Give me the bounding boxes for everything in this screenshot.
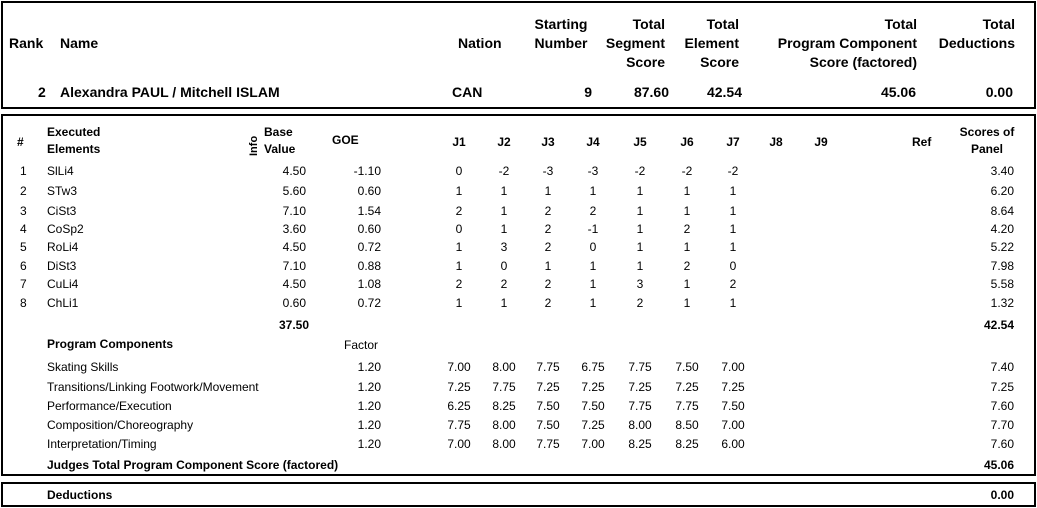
element-score-header: Total Element Score <box>684 16 739 70</box>
component-panel-score: 7.60 <box>990 437 1014 451</box>
component-judge-5-score: 7.75 <box>628 360 652 374</box>
element-judge-6-score: 1 <box>683 184 691 198</box>
element-judge-4-score: 1 <box>589 259 597 273</box>
element-panel-score: 3.40 <box>990 164 1014 178</box>
component-score-header: Total Program Component Score (factored) <box>777 16 917 70</box>
judge-header-j4: J4 <box>586 135 600 149</box>
component-judge-3-score: 7.25 <box>536 380 560 394</box>
starting-number-header: Starting Number <box>534 16 588 51</box>
component-judge-1-score: 7.25 <box>447 380 471 394</box>
component-judge-7-score: 7.25 <box>721 380 745 394</box>
component-panel-score: 7.40 <box>990 360 1014 374</box>
element-goe: 0.72 <box>357 240 381 254</box>
component-judge-3-score: 7.75 <box>536 437 560 451</box>
element-name: ChLi1 <box>47 296 79 310</box>
element-judge-6-score: 1 <box>683 277 691 291</box>
component-judge-1-score: 6.25 <box>447 399 471 413</box>
element-judge-1-score: 2 <box>455 204 463 218</box>
element-judge-5-score: 1 <box>636 240 644 254</box>
judge-header-j2: J2 <box>497 135 511 149</box>
element-judge-7-score: 1 <box>729 184 737 198</box>
element-judge-4-score: 1 <box>589 296 597 310</box>
element-score-total: 42.54 <box>983 318 1014 332</box>
ref-header: Ref <box>912 135 932 149</box>
deductions-value: 0.00 <box>990 488 1014 502</box>
pcs-total-score: 45.06 <box>983 458 1014 472</box>
goe-header: GOE <box>332 133 359 147</box>
element-judge-2-score: 3 <box>500 240 508 254</box>
judge-header-j8: J8 <box>769 135 783 149</box>
element-name: CoSp2 <box>47 222 84 236</box>
component-name: Composition/Choreography <box>47 418 194 432</box>
deductions-box <box>1 482 1036 507</box>
rank-header: Rank <box>9 35 44 51</box>
element-judge-3-score: 2 <box>544 204 552 218</box>
component-name: Skating Skills <box>47 360 119 374</box>
component-judge-4-score: 7.25 <box>581 418 605 432</box>
skater-deductions: 0.00 <box>985 84 1013 100</box>
element-judge-3-score: 1 <box>544 259 552 273</box>
element-judge-1-score: 0 <box>455 164 463 178</box>
element-judge-7-score: 1 <box>729 222 737 236</box>
component-judge-5-score: 8.25 <box>628 437 652 451</box>
component-judge-4-score: 6.75 <box>581 360 605 374</box>
component-factor: 1.20 <box>357 399 381 413</box>
element-goe: 0.60 <box>357 184 381 198</box>
component-factor: 1.20 <box>357 418 381 432</box>
element-number: 8 <box>20 296 27 310</box>
element-judge-3-score: 2 <box>544 277 552 291</box>
element-judge-3-score: 2 <box>544 222 552 236</box>
component-judge-4-score: 7.25 <box>581 380 605 394</box>
element-name: CuLi4 <box>47 277 79 291</box>
element-number: 5 <box>20 240 27 254</box>
element-goe: 0.88 <box>357 259 381 273</box>
component-judge-3-score: 7.75 <box>536 360 560 374</box>
component-judge-5-score: 8.00 <box>628 418 652 432</box>
component-panel-score: 7.25 <box>990 380 1014 394</box>
element-judge-3-score: 1 <box>544 184 552 198</box>
component-judge-6-score: 7.50 <box>675 360 699 374</box>
component-judge-7-score: 6.00 <box>721 437 745 451</box>
element-name: STw3 <box>47 184 78 198</box>
element-goe: 0.60 <box>357 222 381 236</box>
info-header: Info <box>248 135 260 156</box>
element-judge-1-score: 2 <box>455 277 463 291</box>
component-judge-2-score: 8.00 <box>492 437 516 451</box>
element-number-header: # <box>17 135 24 149</box>
component-judge-6-score: 7.25 <box>675 380 699 394</box>
element-base-value: 4.50 <box>282 277 306 291</box>
base-value-header: Base Value <box>264 125 296 156</box>
component-judge-7-score: 7.00 <box>721 418 745 432</box>
component-judge-3-score: 7.50 <box>536 418 560 432</box>
element-judge-1-score: 1 <box>455 184 463 198</box>
element-judge-5-score: 1 <box>636 184 644 198</box>
judge-header-j6: J6 <box>680 135 694 149</box>
component-judge-1-score: 7.00 <box>447 437 471 451</box>
element-panel-score: 5.22 <box>990 240 1014 254</box>
element-judge-1-score: 1 <box>455 240 463 254</box>
component-judge-5-score: 7.75 <box>628 399 652 413</box>
element-judge-1-score: 1 <box>455 259 463 273</box>
component-judge-6-score: 7.75 <box>675 399 699 413</box>
element-panel-score: 8.64 <box>990 204 1014 218</box>
element-base-value: 3.60 <box>282 222 306 236</box>
element-judge-3-score: -3 <box>542 164 554 178</box>
element-judge-6-score: 2 <box>683 259 691 273</box>
component-judge-1-score: 7.75 <box>447 418 471 432</box>
component-name: Transitions/Linking Footwork/Movement <box>47 380 259 394</box>
component-judge-7-score: 7.00 <box>721 360 745 374</box>
element-goe: -1.10 <box>353 164 381 178</box>
element-base-value: 0.60 <box>282 296 306 310</box>
name-header: Name <box>60 35 99 51</box>
component-panel-score: 7.60 <box>990 399 1014 413</box>
component-judge-1-score: 7.00 <box>447 360 471 374</box>
component-judge-4-score: 7.00 <box>581 437 605 451</box>
element-panel-score: 7.98 <box>990 259 1014 273</box>
element-judge-2-score: 1 <box>500 222 508 236</box>
element-number: 2 <box>20 184 27 198</box>
element-judge-4-score: 0 <box>589 240 597 254</box>
element-judge-5-score: 2 <box>636 296 644 310</box>
element-number: 6 <box>20 259 27 273</box>
element-base-value: 7.10 <box>282 204 306 218</box>
element-goe: 1.08 <box>357 277 381 291</box>
element-judge-3-score: 2 <box>544 296 552 310</box>
skater-element-score: 42.54 <box>706 84 742 100</box>
element-judge-2-score: -2 <box>498 164 510 178</box>
element-judge-4-score: 1 <box>589 184 597 198</box>
element-judge-7-score: -2 <box>727 164 739 178</box>
program-components-header: Program Components <box>47 337 174 351</box>
panel-score-header: Scores of Panel <box>959 125 1015 156</box>
element-judge-7-score: 1 <box>729 296 737 310</box>
factor-header: Factor <box>344 338 379 352</box>
element-judge-1-score: 1 <box>455 296 463 310</box>
element-name: RoLi4 <box>47 240 79 254</box>
element-judge-4-score: -3 <box>587 164 599 178</box>
element-judge-7-score: 1 <box>729 240 737 254</box>
pcs-total-label: Judges Total Program Component Score (factored) <box>47 458 339 472</box>
judge-header-j7: J7 <box>726 135 740 149</box>
component-judge-6-score: 8.25 <box>675 437 699 451</box>
judge-header-j5: J5 <box>633 135 647 149</box>
element-number: 3 <box>20 204 27 218</box>
element-number: 1 <box>20 164 27 178</box>
element-name: CiSt3 <box>47 204 77 218</box>
component-judge-2-score: 8.00 <box>492 418 516 432</box>
skater-nation: CAN <box>452 84 483 100</box>
element-judge-5-score: -2 <box>634 164 646 178</box>
skater-name: Alexandra PAUL / Mitchell ISLAM <box>60 84 280 100</box>
element-panel-score: 4.20 <box>990 222 1014 236</box>
judge-header-j9: J9 <box>814 135 828 149</box>
element-judge-2-score: 1 <box>500 184 508 198</box>
element-panel-score: 6.20 <box>990 184 1014 198</box>
element-name: DiSt3 <box>47 259 77 273</box>
component-name: Interpretation/Timing <box>47 437 157 451</box>
element-judge-1-score: 0 <box>455 222 463 236</box>
base-value-total: 37.50 <box>278 318 309 332</box>
component-judge-5-score: 7.25 <box>628 380 652 394</box>
element-base-value: 4.50 <box>282 240 306 254</box>
element-judge-5-score: 1 <box>636 222 644 236</box>
element-judge-2-score: 2 <box>500 277 508 291</box>
element-number: 7 <box>20 277 27 291</box>
element-judge-5-score: 1 <box>636 204 644 218</box>
element-base-value: 7.10 <box>282 259 306 273</box>
component-name: Performance/Execution <box>47 399 172 413</box>
element-judge-6-score: -2 <box>681 164 693 178</box>
judge-header-j3: J3 <box>541 135 555 149</box>
skater-starting-number: 9 <box>584 84 592 100</box>
executed-elements-header: Executed Elements <box>47 125 101 156</box>
element-number: 4 <box>20 222 27 236</box>
judge-header-j1: J1 <box>452 135 466 149</box>
element-judge-2-score: 1 <box>500 204 508 218</box>
component-judge-6-score: 8.50 <box>675 418 699 432</box>
component-judge-2-score: 7.75 <box>492 380 516 394</box>
element-judge-6-score: 1 <box>683 240 691 254</box>
component-judge-4-score: 7.50 <box>581 399 605 413</box>
component-judge-3-score: 7.50 <box>536 399 560 413</box>
element-judge-2-score: 0 <box>500 259 508 273</box>
element-panel-score: 5.58 <box>990 277 1014 291</box>
element-judge-4-score: 1 <box>589 277 597 291</box>
component-factor: 1.20 <box>357 360 381 374</box>
element-judge-7-score: 2 <box>729 277 737 291</box>
component-judge-2-score: 8.00 <box>492 360 516 374</box>
element-judge-2-score: 1 <box>500 296 508 310</box>
element-name: SlLi4 <box>47 164 74 178</box>
element-judge-5-score: 1 <box>636 259 644 273</box>
component-judge-7-score: 7.50 <box>721 399 745 413</box>
element-panel-score: 1.32 <box>990 296 1014 310</box>
element-goe: 1.54 <box>357 204 381 218</box>
element-base-value: 5.60 <box>282 184 306 198</box>
element-judge-6-score: 2 <box>683 222 691 236</box>
nation-header: Nation <box>458 35 502 51</box>
element-base-value: 4.50 <box>282 164 306 178</box>
element-judge-4-score: 2 <box>589 204 597 218</box>
element-judge-6-score: 1 <box>683 296 691 310</box>
element-goe: 0.72 <box>357 296 381 310</box>
component-factor: 1.20 <box>357 437 381 451</box>
deductions-label: Deductions <box>47 488 113 502</box>
element-judge-4-score: -1 <box>587 222 599 236</box>
element-judge-3-score: 2 <box>544 240 552 254</box>
skater-segment-score: 87.60 <box>633 84 669 100</box>
component-panel-score: 7.70 <box>990 418 1014 432</box>
element-judge-6-score: 1 <box>683 204 691 218</box>
deductions-header: Total Deductions <box>938 16 1015 51</box>
element-judge-7-score: 1 <box>729 204 737 218</box>
element-judge-7-score: 0 <box>729 259 737 273</box>
component-factor: 1.20 <box>357 380 381 394</box>
segment-score-header: Total Segment Score <box>605 16 665 70</box>
skater-component-score: 45.06 <box>880 84 916 100</box>
skater-rank: 2 <box>38 84 46 100</box>
component-judge-2-score: 8.25 <box>492 399 516 413</box>
element-judge-5-score: 3 <box>636 277 644 291</box>
